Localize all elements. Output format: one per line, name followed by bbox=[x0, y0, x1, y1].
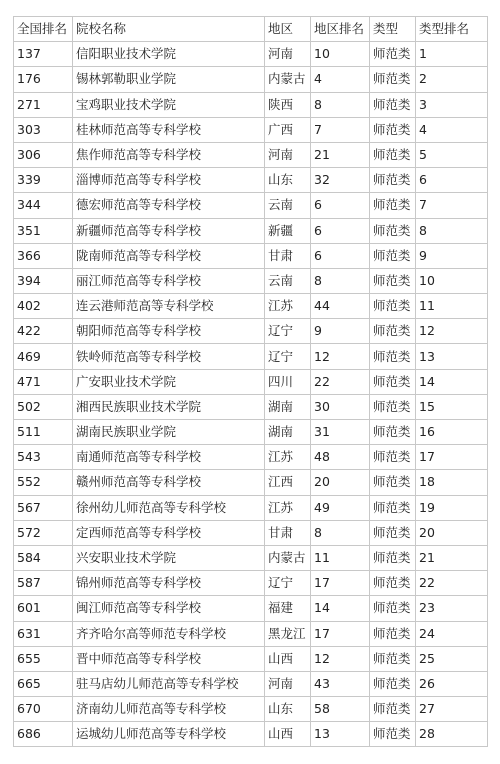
cell-type: 师范类 bbox=[370, 596, 416, 621]
cell-type: 师范类 bbox=[370, 319, 416, 344]
cell-region-rank: 11 bbox=[311, 545, 370, 570]
cell-region-rank: 58 bbox=[311, 697, 370, 722]
cell-school-name: 朝阳师范高等专科学校 bbox=[73, 319, 265, 344]
ranking-table-container bbox=[13, 16, 487, 747]
table-row bbox=[14, 671, 488, 696]
cell-school-name: 新疆师范高等专科学校 bbox=[73, 218, 265, 243]
cell-school-name: 锡林郭勒职业学院 bbox=[73, 67, 265, 92]
cell-school-name: 广安职业技术学院 bbox=[73, 369, 265, 394]
cell-type: 师范类 bbox=[370, 294, 416, 319]
cell-type-rank: 8 bbox=[416, 218, 488, 243]
cell-national-rank: 351 bbox=[14, 218, 73, 243]
cell-region: 湖南 bbox=[265, 394, 311, 419]
cell-type-rank: 4 bbox=[416, 117, 488, 142]
cell-type: 师范类 bbox=[370, 470, 416, 495]
table-row bbox=[14, 545, 488, 570]
cell-region: 内蒙古 bbox=[265, 67, 311, 92]
cell-region: 辽宁 bbox=[265, 571, 311, 596]
cell-school-name: 陇南师范高等专科学校 bbox=[73, 243, 265, 268]
cell-region: 广西 bbox=[265, 117, 311, 142]
cell-school-name: 闽江师范高等专科学校 bbox=[73, 596, 265, 621]
table-body bbox=[14, 42, 488, 747]
cell-region: 河南 bbox=[265, 671, 311, 696]
cell-region: 新疆 bbox=[265, 218, 311, 243]
cell-type: 师范类 bbox=[370, 117, 416, 142]
table-row bbox=[14, 697, 488, 722]
table-row bbox=[14, 67, 488, 92]
cell-type: 师范类 bbox=[370, 520, 416, 545]
cell-region: 陕西 bbox=[265, 92, 311, 117]
cell-national-rank: 567 bbox=[14, 495, 73, 520]
cell-national-rank: 422 bbox=[14, 319, 73, 344]
cell-national-rank: 306 bbox=[14, 142, 73, 167]
cell-type-rank: 11 bbox=[416, 294, 488, 319]
cell-region: 云南 bbox=[265, 268, 311, 293]
cell-school-name: 驻马店幼儿师范高等专科学校 bbox=[73, 671, 265, 696]
cell-school-name: 信阳职业技术学院 bbox=[73, 42, 265, 67]
cell-type-rank: 21 bbox=[416, 545, 488, 570]
cell-national-rank: 631 bbox=[14, 621, 73, 646]
cell-type: 师范类 bbox=[370, 218, 416, 243]
cell-region-rank: 44 bbox=[311, 294, 370, 319]
header-school-name: 院校名称 bbox=[73, 17, 265, 42]
cell-school-name: 南通师范高等专科学校 bbox=[73, 445, 265, 470]
cell-type-rank: 26 bbox=[416, 671, 488, 696]
table-row bbox=[14, 470, 488, 495]
cell-type: 师范类 bbox=[370, 445, 416, 470]
cell-region-rank: 8 bbox=[311, 268, 370, 293]
table-row bbox=[14, 596, 488, 621]
cell-region-rank: 12 bbox=[311, 646, 370, 671]
cell-school-name: 兴安职业技术学院 bbox=[73, 545, 265, 570]
cell-type: 师范类 bbox=[370, 646, 416, 671]
cell-region: 辽宁 bbox=[265, 319, 311, 344]
cell-type: 师范类 bbox=[370, 697, 416, 722]
cell-type-rank: 10 bbox=[416, 268, 488, 293]
cell-region-rank: 32 bbox=[311, 168, 370, 193]
table-row bbox=[14, 168, 488, 193]
cell-region: 甘肃 bbox=[265, 520, 311, 545]
cell-type-rank: 13 bbox=[416, 344, 488, 369]
table-row bbox=[14, 420, 488, 445]
cell-type: 师范类 bbox=[370, 621, 416, 646]
cell-region-rank: 43 bbox=[311, 671, 370, 696]
cell-school-name: 丽江师范高等专科学校 bbox=[73, 268, 265, 293]
cell-school-name: 湖南民族职业学院 bbox=[73, 420, 265, 445]
cell-type-rank: 7 bbox=[416, 193, 488, 218]
cell-region: 内蒙古 bbox=[265, 545, 311, 570]
cell-national-rank: 686 bbox=[14, 722, 73, 747]
cell-region-rank: 9 bbox=[311, 319, 370, 344]
cell-region-rank: 8 bbox=[311, 92, 370, 117]
cell-type: 师范类 bbox=[370, 420, 416, 445]
table-row bbox=[14, 369, 488, 394]
cell-region-rank: 17 bbox=[311, 571, 370, 596]
header-region: 地区 bbox=[265, 17, 311, 42]
cell-type: 师范类 bbox=[370, 42, 416, 67]
cell-national-rank: 271 bbox=[14, 92, 73, 117]
cell-type-rank: 25 bbox=[416, 646, 488, 671]
cell-region-rank: 21 bbox=[311, 142, 370, 167]
cell-school-name: 焦作师范高等专科学校 bbox=[73, 142, 265, 167]
cell-national-rank: 670 bbox=[14, 697, 73, 722]
table-row bbox=[14, 117, 488, 142]
cell-school-name: 淄博师范高等专科学校 bbox=[73, 168, 265, 193]
cell-type: 师范类 bbox=[370, 369, 416, 394]
cell-type-rank: 23 bbox=[416, 596, 488, 621]
cell-national-rank: 137 bbox=[14, 42, 73, 67]
cell-school-name: 德宏师范高等专科学校 bbox=[73, 193, 265, 218]
cell-region-rank: 14 bbox=[311, 596, 370, 621]
cell-region: 河南 bbox=[265, 42, 311, 67]
cell-national-rank: 587 bbox=[14, 571, 73, 596]
table-row bbox=[14, 294, 488, 319]
cell-type: 师范类 bbox=[370, 67, 416, 92]
cell-school-name: 赣州师范高等专科学校 bbox=[73, 470, 265, 495]
header-type-rank: 类型排名 bbox=[416, 17, 488, 42]
cell-region: 湖南 bbox=[265, 420, 311, 445]
cell-region-rank: 30 bbox=[311, 394, 370, 419]
cell-national-rank: 344 bbox=[14, 193, 73, 218]
cell-region: 江苏 bbox=[265, 294, 311, 319]
table-row bbox=[14, 394, 488, 419]
cell-national-rank: 511 bbox=[14, 420, 73, 445]
cell-national-rank: 584 bbox=[14, 545, 73, 570]
cell-school-name: 定西师范高等专科学校 bbox=[73, 520, 265, 545]
cell-type: 师范类 bbox=[370, 571, 416, 596]
cell-type: 师范类 bbox=[370, 671, 416, 696]
cell-region-rank: 6 bbox=[311, 218, 370, 243]
cell-type: 师范类 bbox=[370, 495, 416, 520]
cell-region: 甘肃 bbox=[265, 243, 311, 268]
cell-national-rank: 366 bbox=[14, 243, 73, 268]
cell-national-rank: 572 bbox=[14, 520, 73, 545]
cell-region: 四川 bbox=[265, 369, 311, 394]
cell-region-rank: 6 bbox=[311, 193, 370, 218]
cell-school-name: 桂林师范高等专科学校 bbox=[73, 117, 265, 142]
cell-type-rank: 17 bbox=[416, 445, 488, 470]
cell-national-rank: 552 bbox=[14, 470, 73, 495]
cell-school-name: 锦州师范高等专科学校 bbox=[73, 571, 265, 596]
cell-type-rank: 1 bbox=[416, 42, 488, 67]
cell-type: 师范类 bbox=[370, 168, 416, 193]
table-row bbox=[14, 571, 488, 596]
cell-type-rank: 6 bbox=[416, 168, 488, 193]
cell-school-name: 济南幼儿师范高等专科学校 bbox=[73, 697, 265, 722]
cell-type-rank: 9 bbox=[416, 243, 488, 268]
cell-region: 河南 bbox=[265, 142, 311, 167]
cell-region-rank: 49 bbox=[311, 495, 370, 520]
table-row bbox=[14, 92, 488, 117]
cell-school-name: 徐州幼儿师范高等专科学校 bbox=[73, 495, 265, 520]
cell-school-name: 连云港师范高等专科学校 bbox=[73, 294, 265, 319]
cell-national-rank: 394 bbox=[14, 268, 73, 293]
cell-national-rank: 655 bbox=[14, 646, 73, 671]
table-row bbox=[14, 268, 488, 293]
cell-type-rank: 20 bbox=[416, 520, 488, 545]
table-row bbox=[14, 42, 488, 67]
cell-school-name: 晋中师范高等专科学校 bbox=[73, 646, 265, 671]
cell-type-rank: 19 bbox=[416, 495, 488, 520]
cell-type: 师范类 bbox=[370, 243, 416, 268]
table-row bbox=[14, 218, 488, 243]
cell-region-rank: 13 bbox=[311, 722, 370, 747]
cell-school-name: 运城幼儿师范高等专科学校 bbox=[73, 722, 265, 747]
cell-national-rank: 176 bbox=[14, 67, 73, 92]
cell-national-rank: 339 bbox=[14, 168, 73, 193]
ranking-table bbox=[13, 16, 488, 747]
table-row bbox=[14, 495, 488, 520]
cell-region-rank: 17 bbox=[311, 621, 370, 646]
cell-type-rank: 22 bbox=[416, 571, 488, 596]
cell-national-rank: 303 bbox=[14, 117, 73, 142]
header-type: 类型 bbox=[370, 17, 416, 42]
cell-national-rank: 601 bbox=[14, 596, 73, 621]
cell-region-rank: 20 bbox=[311, 470, 370, 495]
cell-region: 山东 bbox=[265, 168, 311, 193]
cell-region-rank: 12 bbox=[311, 344, 370, 369]
cell-region: 黑龙江 bbox=[265, 621, 311, 646]
cell-school-name: 齐齐哈尔高等师范专科学校 bbox=[73, 621, 265, 646]
cell-region-rank: 4 bbox=[311, 67, 370, 92]
cell-region: 江苏 bbox=[265, 445, 311, 470]
cell-type-rank: 24 bbox=[416, 621, 488, 646]
cell-type: 师范类 bbox=[370, 193, 416, 218]
cell-region: 江苏 bbox=[265, 495, 311, 520]
cell-national-rank: 502 bbox=[14, 394, 73, 419]
table-row bbox=[14, 243, 488, 268]
cell-region: 云南 bbox=[265, 193, 311, 218]
cell-national-rank: 471 bbox=[14, 369, 73, 394]
cell-type-rank: 3 bbox=[416, 92, 488, 117]
cell-national-rank: 469 bbox=[14, 344, 73, 369]
cell-national-rank: 402 bbox=[14, 294, 73, 319]
header-national-rank: 全国排名 bbox=[14, 17, 73, 42]
cell-region: 辽宁 bbox=[265, 344, 311, 369]
cell-type-rank: 18 bbox=[416, 470, 488, 495]
cell-type: 师范类 bbox=[370, 394, 416, 419]
cell-type: 师范类 bbox=[370, 268, 416, 293]
cell-region-rank: 8 bbox=[311, 520, 370, 545]
cell-school-name: 宝鸡职业技术学院 bbox=[73, 92, 265, 117]
table-row bbox=[14, 520, 488, 545]
cell-region: 山东 bbox=[265, 697, 311, 722]
cell-national-rank: 665 bbox=[14, 671, 73, 696]
cell-type: 师范类 bbox=[370, 545, 416, 570]
table-row bbox=[14, 142, 488, 167]
cell-region: 山西 bbox=[265, 722, 311, 747]
cell-type-rank: 12 bbox=[416, 319, 488, 344]
cell-region-rank: 10 bbox=[311, 42, 370, 67]
cell-school-name: 湘西民族职业技术学院 bbox=[73, 394, 265, 419]
cell-type-rank: 15 bbox=[416, 394, 488, 419]
table-header-row bbox=[14, 17, 488, 42]
cell-type-rank: 16 bbox=[416, 420, 488, 445]
cell-region-rank: 22 bbox=[311, 369, 370, 394]
cell-region-rank: 48 bbox=[311, 445, 370, 470]
cell-type-rank: 14 bbox=[416, 369, 488, 394]
cell-region-rank: 7 bbox=[311, 117, 370, 142]
table-row bbox=[14, 646, 488, 671]
cell-region-rank: 6 bbox=[311, 243, 370, 268]
cell-region: 福建 bbox=[265, 596, 311, 621]
cell-type-rank: 2 bbox=[416, 67, 488, 92]
cell-type: 师范类 bbox=[370, 142, 416, 167]
cell-type: 师范类 bbox=[370, 722, 416, 747]
table-row bbox=[14, 193, 488, 218]
cell-region: 山西 bbox=[265, 646, 311, 671]
table-row bbox=[14, 722, 488, 747]
table-row bbox=[14, 621, 488, 646]
cell-region-rank: 31 bbox=[311, 420, 370, 445]
cell-type: 师范类 bbox=[370, 344, 416, 369]
cell-type-rank: 5 bbox=[416, 142, 488, 167]
cell-type-rank: 27 bbox=[416, 697, 488, 722]
table-row bbox=[14, 445, 488, 470]
header-region-rank: 地区排名 bbox=[311, 17, 370, 42]
table-row bbox=[14, 319, 488, 344]
cell-type-rank: 28 bbox=[416, 722, 488, 747]
cell-type: 师范类 bbox=[370, 92, 416, 117]
table-row bbox=[14, 344, 488, 369]
cell-national-rank: 543 bbox=[14, 445, 73, 470]
cell-school-name: 铁岭师范高等专科学校 bbox=[73, 344, 265, 369]
cell-region: 江西 bbox=[265, 470, 311, 495]
